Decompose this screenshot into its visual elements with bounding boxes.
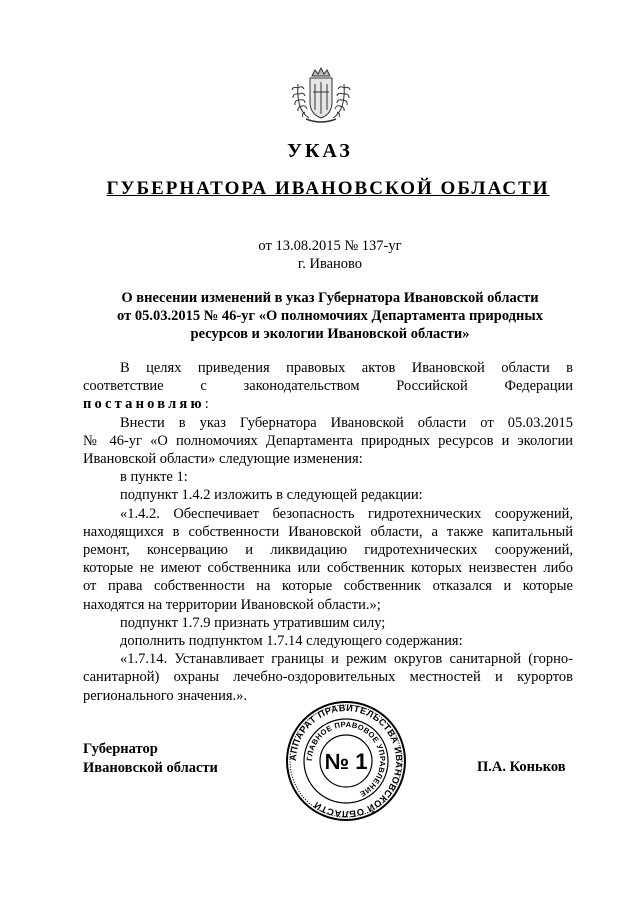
body-line: подпункт 1.7.9 признать утратившим силу; [120, 614, 386, 631]
issuer-heading: ГУБЕРНАТОРА ИВАНОВСКОЙ ОБЛАСТИ [106, 178, 550, 199]
quote-line: «1.7.14. Устанавливает границы и режим округов санитарной (горно- [120, 651, 573, 668]
body-line: № 46-уг «О полномочиях Департамента природных ресурсов и экологии [83, 432, 573, 449]
signatory-name: П.А. Коньков [477, 759, 566, 775]
date-number-line: от 13.08.2015 № 137-уг [258, 238, 402, 254]
body-line: Внести в указ Губернатора Ивановской области от 05.03.2015 [120, 414, 573, 431]
decree-body [83, 359, 573, 705]
coat-of-arms-emblem [288, 62, 354, 128]
signatory-title-line: Ивановской области [83, 759, 218, 776]
body-line: В целях приведения правовых актов Ивановской области в [120, 360, 573, 376]
body-line: подпункт 1.4.2 изложить в следующей редакции: [120, 487, 423, 504]
signatory-title-line: Губернатор [83, 741, 158, 757]
stamp-number: № 1 [324, 749, 368, 774]
body-line: соответствие с законодательством Российской Федерации [83, 378, 573, 395]
quote-line: «1.4.2. Обеспечивает безопасность гидротехнических сооружений, [120, 505, 573, 522]
body-line: дополнить подпунктом 1.7.14 следующего содержания: [120, 633, 463, 650]
subject-line: О внесении изменений в указ Губернатора Ивановской области [121, 290, 539, 306]
quote-line: которые не имеют собственника или собственник которых неизвестен либо [83, 560, 573, 577]
quote-line: регионального значения.». [83, 687, 248, 704]
quote-line: находятся на территории Ивановской области.»; [83, 596, 381, 613]
quote-line: ремонт, консервацию и ликвидацию гидротехнических сооружений, [83, 542, 573, 559]
signatory-title [83, 740, 218, 777]
decree-word: постановляю [83, 396, 205, 413]
quote-line: находящихся в собственности Ивановской области, а также капитальный [83, 523, 573, 540]
decree-subject [96, 289, 564, 343]
decree-colon: : [204, 396, 209, 413]
body-line: Ивановской области» следующие изменения: [83, 451, 363, 468]
quote-line: санитарной) охраны лечебно-оздоровительных местностей и курортов [83, 669, 573, 686]
body-line: в пункте 1: [120, 469, 188, 486]
city-line: г. Иваново [297, 256, 363, 272]
document-type-title: УКАЗ [287, 140, 353, 162]
subject-line: от 05.03.2015 № 46-уг «О полномочиях Департамента природных [117, 308, 543, 324]
stamp-inner-text: ГЛАВНОЕ ПРАВОВОЕ УПРАВЛЕНИЕ [304, 719, 388, 799]
decree-word-line [83, 395, 573, 413]
quote-line: от права собственности на которые собственник отказался и которые [83, 578, 573, 595]
subject-line: ресурсов и экологии Ивановской области» [190, 326, 470, 342]
official-seal-stamp [285, 700, 407, 822]
stamp-outer-text: АППАРАТ ПРАВИТЕЛЬСТВА ИВАНОВСКОЙ ОБЛАСТИ [287, 702, 405, 820]
